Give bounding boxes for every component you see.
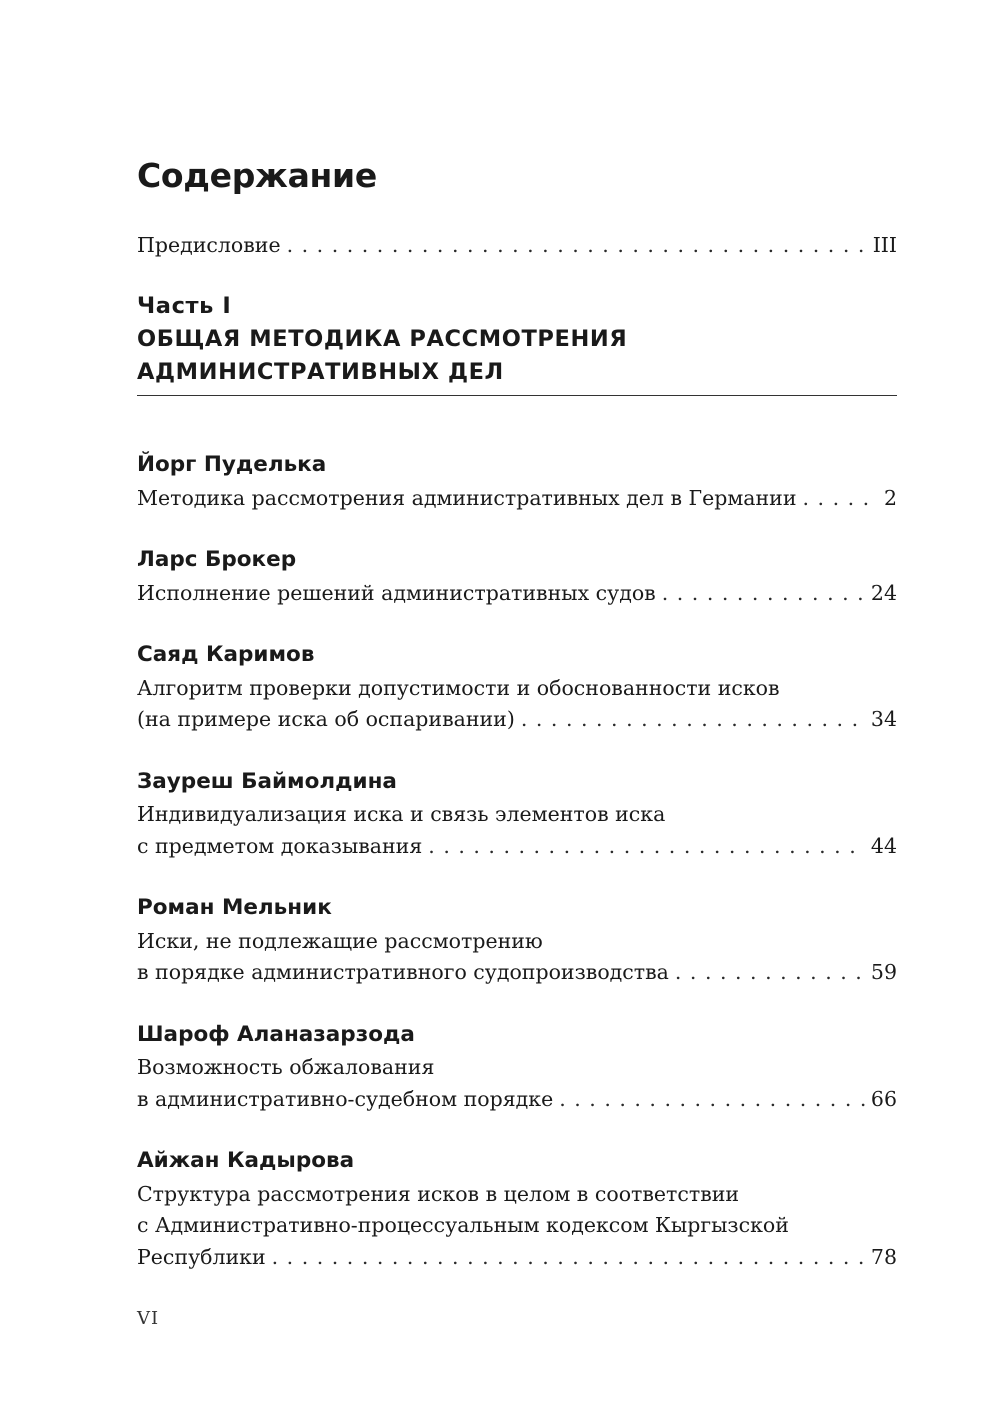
dot-leader	[803, 482, 878, 514]
toc-entry-title: Исполнение решений административных судов	[137, 581, 656, 605]
part-title-line: АДМИНИСТРАТИВНЫХ ДЕЛ	[137, 359, 504, 385]
toc-entry[interactable]	[137, 482, 897, 514]
toc-entry[interactable]	[137, 1083, 897, 1115]
toc-author: Йорг Пуделька	[137, 452, 327, 477]
toc-entry[interactable]	[137, 1241, 897, 1273]
dot-leader	[662, 577, 865, 609]
part-heading	[137, 290, 627, 389]
toc-entry-title: в административно-судебном порядке	[137, 1087, 554, 1111]
toc-author: Саяд Каримов	[137, 642, 315, 667]
toc-entry-title: с предметом доказывания	[137, 834, 423, 858]
toc-entry-title: в порядке административного судопроизводства	[137, 960, 669, 984]
toc-page-number: 2	[883, 486, 897, 510]
toc-page-number: 78	[870, 1245, 897, 1269]
page-title: Содержание	[137, 156, 377, 195]
dot-leader	[272, 1241, 865, 1273]
toc-page-number: 24	[870, 581, 897, 605]
toc-entry-title-line[interactable]: Иски, не подлежащие рассмотрению	[137, 929, 543, 953]
toc-author: Зауреш Баймолдина	[137, 769, 397, 794]
toc-entry[interactable]	[137, 577, 897, 609]
toc-author: Ларс Брокер	[137, 547, 297, 572]
page-folio: VI	[137, 1308, 160, 1329]
toc-entry-title: (на примере иска об оспаривании)	[137, 707, 515, 731]
toc-entry-title-line[interactable]: Структура рассмотрения исков в целом в соответствии	[137, 1182, 740, 1206]
toc-entry-title-line[interactable]: с Административно-процессуальным кодексом Кыргызской	[137, 1213, 789, 1237]
toc-page-number: 59	[870, 960, 897, 984]
toc-author: Шароф Аланазарзода	[137, 1022, 415, 1047]
toc-entry-title-line[interactable]: Возможность обжалования	[137, 1055, 435, 1079]
dot-leader	[521, 703, 865, 735]
toc-page-number: III	[872, 233, 897, 257]
toc-entry[interactable]	[137, 703, 897, 735]
toc-entry-title-line[interactable]: Алгоритм проверки допустимости и обоснованности исков	[137, 676, 780, 700]
part-title-line: ОБЩАЯ МЕТОДИКА РАССМОТРЕНИЯ	[137, 326, 628, 352]
toc-page-number: 66	[870, 1087, 897, 1111]
toc-entry-preface[interactable]	[137, 229, 897, 261]
part-divider	[137, 395, 897, 396]
dot-leader	[559, 1083, 865, 1115]
toc-entry-title: Республики	[137, 1245, 266, 1269]
toc-entry[interactable]	[137, 830, 897, 862]
toc-entry[interactable]	[137, 956, 897, 988]
dot-leader	[428, 830, 865, 862]
toc-author: Роман Мельник	[137, 895, 332, 920]
dot-leader	[675, 956, 865, 988]
toc-author: Айжан Кадырова	[137, 1148, 355, 1173]
part-number: Часть I	[137, 293, 232, 319]
toc-entry-title: Методика рассмотрения административных дел в Германии	[137, 486, 797, 510]
dot-leader	[287, 229, 867, 261]
toc-entry-title-line[interactable]: Индивидуализация иска и связь элементов иска	[137, 802, 666, 826]
toc-page-number: 34	[870, 707, 897, 731]
toc-entry-title: Предисловие	[137, 233, 281, 257]
toc-page-number: 44	[870, 834, 897, 858]
